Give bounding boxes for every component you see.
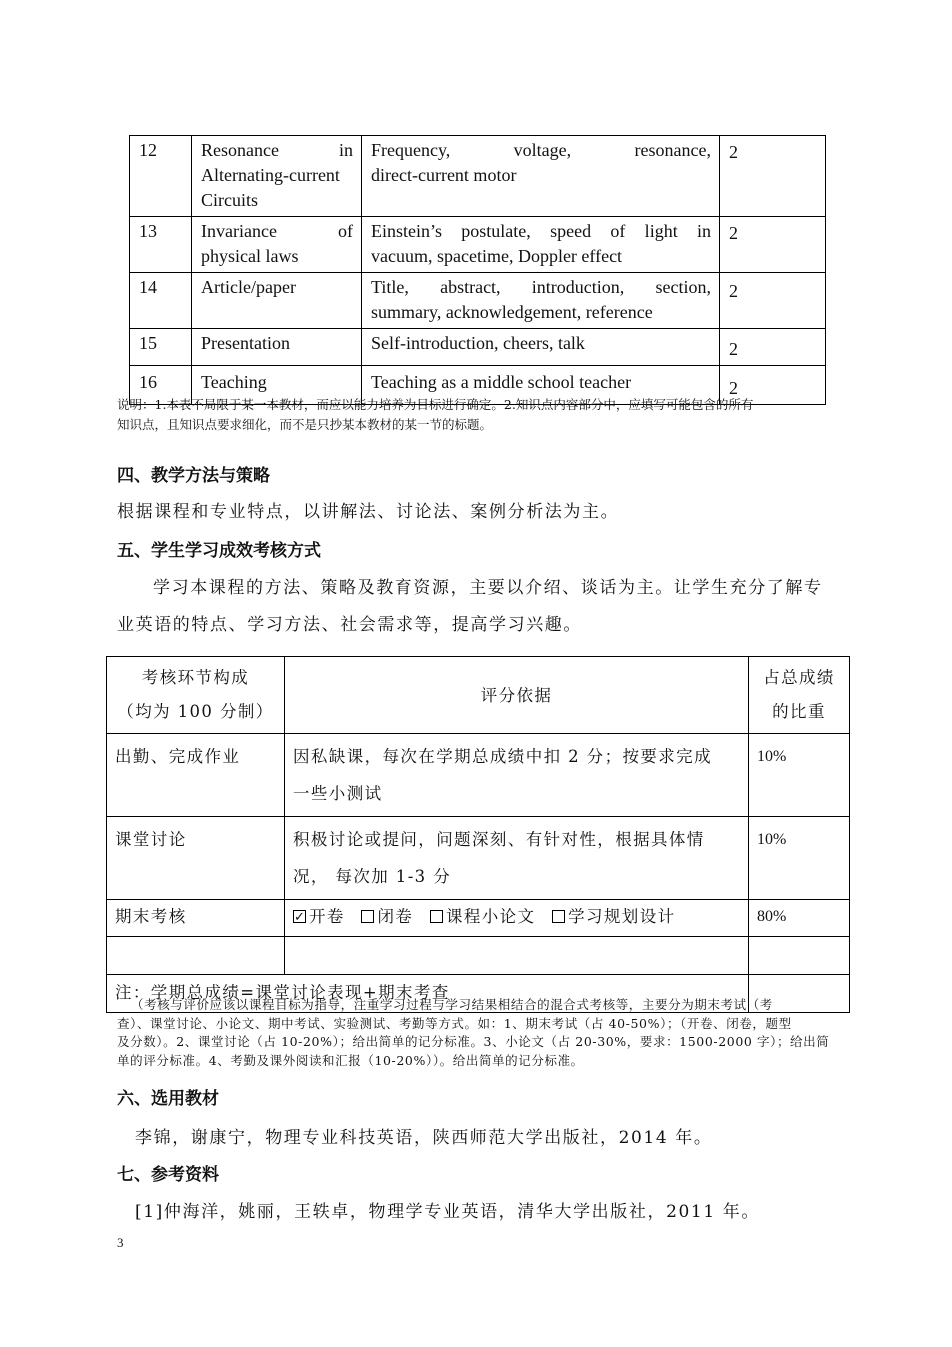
header-cell: 评分依据: [285, 657, 749, 734]
hours-cell: 2: [720, 136, 826, 217]
content-cell: Title, abstract, introduction, section, summary, acknowledgement, reference: [362, 273, 720, 329]
row-number: 13: [130, 217, 192, 273]
basis-cell: 积极讨论或提问，问题深刻、有针对性，根据具体情 况， 每次加 1-3 分: [285, 817, 749, 900]
option-closed-book[interactable]: 闭卷: [361, 907, 413, 926]
table-row-empty: [107, 937, 850, 975]
hours-cell: 2: [720, 366, 826, 405]
footer-note-cell: 注：学期总成绩=课堂讨论表现+期末考查: [107, 975, 749, 1013]
empty-cell: [107, 937, 285, 975]
hours-cell: 2: [720, 217, 826, 273]
table-row: [107, 734, 850, 817]
table-row: [107, 900, 850, 937]
topic-cell: Article/paper: [192, 273, 362, 329]
item-cell: 出勤、完成作业: [107, 734, 285, 817]
content-cell: Einstein’s postulate, speed of light in vacuum, spacetime, Doppler effect: [362, 217, 720, 273]
paragraph: 李锦，谢康宁，物理专业科技英语，陕西师范大学出版社，2014 年。: [135, 1128, 713, 1148]
section-heading: 五、学生学习成效考核方式: [117, 541, 321, 561]
table-row: [107, 817, 850, 900]
item-cell: 课堂讨论: [107, 817, 285, 900]
topic-cell: Resonance in Alternating-current Circuits: [192, 136, 362, 217]
row-number: 12: [130, 136, 192, 217]
empty-cell: [749, 937, 850, 975]
hours-cell: 2: [720, 329, 826, 366]
checkbox-icon: [552, 910, 565, 923]
header-cell: 占总成绩 的比重: [749, 657, 850, 734]
basis-cell: [285, 900, 749, 937]
table-row: [130, 136, 826, 217]
paragraph: 根据课程和专业特点，以讲解法、讨论法、案例分析法为主。: [117, 502, 620, 522]
content-cell: Teaching as a middle school teacher: [362, 366, 720, 405]
checkbox-icon: [361, 910, 374, 923]
assessment-note: （考核与评价应该以课程目标为指导，注重学习过程与学习结果相结合的混合式考核等，主要分为期末考试（考 查）、课堂讨论、小论文、期中考试、实验测试、考勤等方式。如：1、期末考试（占 40-50%）；（开卷、闭卷，题型 及分数）。2、课堂讨论（占 10-20%）；给出简单的记分标准。3、小论文（占 20-30%，要求：1500-2000 字）；给出简 单的评分标准。4、考勤及课外阅读和汇报（10-20%））。给出简单的记分标准。: [117, 997, 830, 1068]
table-row: [130, 273, 826, 329]
table-row: [130, 217, 826, 273]
row-number: 15: [130, 329, 192, 366]
section-heading: 七、参考资料: [117, 1165, 219, 1185]
hours-cell: 2: [720, 273, 826, 329]
weight-cell: 80%: [749, 900, 850, 937]
table-row: [130, 329, 826, 366]
basis-cell: 因私缺课，每次在学期总成绩中扣 2 分；按要求完成 一些小测试: [285, 734, 749, 817]
row-number: 14: [130, 273, 192, 329]
topics-table: [129, 135, 826, 405]
paragraph-line: 业英语的特点、学习方法、社会需求等，提高学习兴趣。: [117, 615, 582, 635]
content-cell: Frequency, voltage, resonance, direct-current motor: [362, 136, 720, 217]
page-number: 3: [117, 1235, 124, 1250]
section-heading: 六、选用教材: [117, 1089, 219, 1109]
header-cell: 考核环节构成 （均为 100 分制）: [107, 657, 285, 734]
table-header-row: [107, 657, 850, 734]
assessment-table: [106, 656, 850, 1013]
topic-cell: Invariance of physical laws: [192, 217, 362, 273]
option-study-plan[interactable]: 学习规划设计: [552, 907, 675, 926]
section-heading: 四、教学方法与策略: [117, 466, 270, 486]
topic-cell: Presentation: [192, 329, 362, 366]
paragraph: [1]仲海洋，姚丽，王轶卓，物理学专业英语，清华大学出版社，2011 年。: [135, 1202, 760, 1222]
table-note: 说明：1.本表不局限于某一本教材，而应以能力培养为目标进行确定。2.知识点内容部分中，应填写可能包含的所有 知识点，且知识点要求细化，而不是只抄某本教材的某一节的标题。: [117, 397, 754, 432]
topic-cell: Teaching: [192, 366, 362, 405]
item-cell: 期末考核: [107, 900, 285, 937]
paragraph-line: 学习本课程的方法、策略及教育资源，主要以介绍、谈话为主。让学生充分了解专: [153, 578, 823, 598]
content-cell: Self-introduction, cheers, talk: [362, 329, 720, 366]
weight-cell: 10%: [749, 817, 850, 900]
row-number: 16: [130, 366, 192, 405]
checkbox-checked-icon: [293, 910, 306, 923]
option-open-book[interactable]: ✓ 开卷: [293, 907, 345, 926]
option-course-paper[interactable]: 课程小论文: [430, 907, 536, 926]
weight-cell: 10%: [749, 734, 850, 817]
checkbox-icon: [430, 910, 443, 923]
empty-cell: [285, 937, 749, 975]
